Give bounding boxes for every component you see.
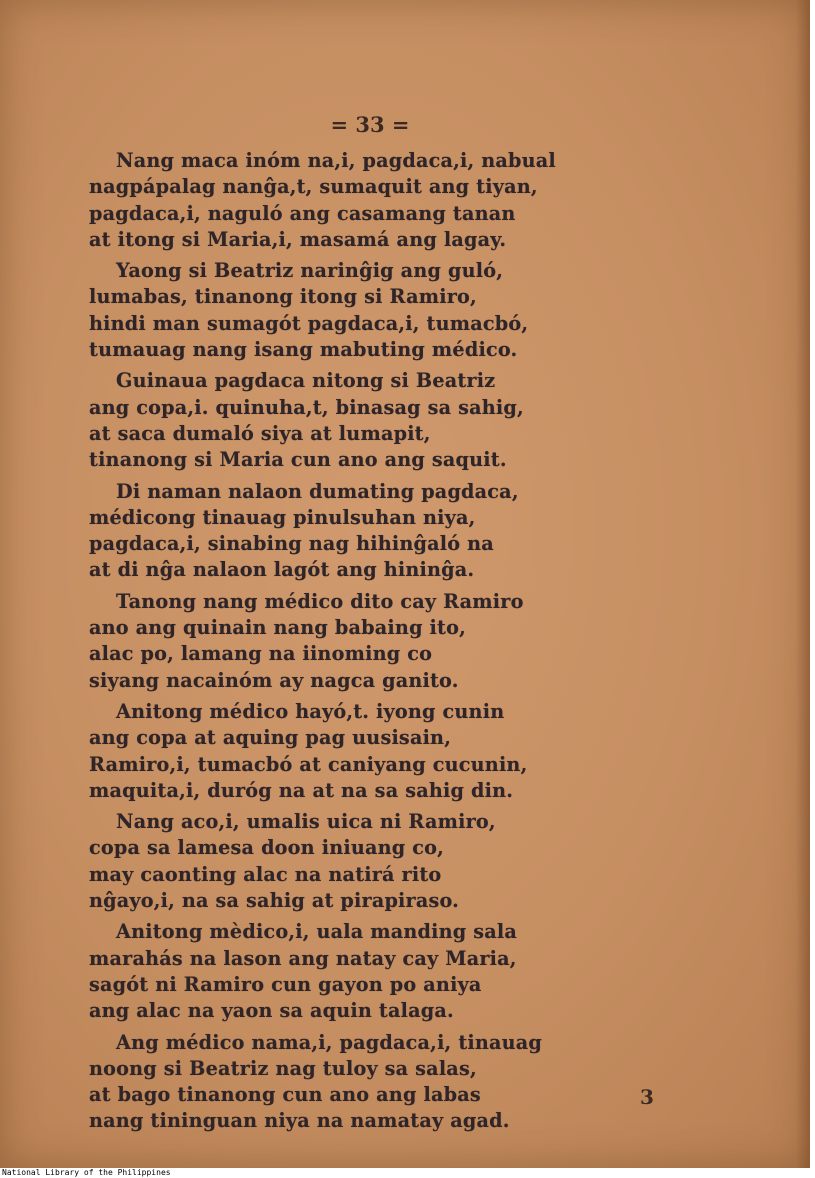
stanza <box>89 258 599 363</box>
verse-line: ang alac na yaon sa aquin talaga. <box>89 999 454 1023</box>
verse-line: sagót ni Ramiro cun gayon po aniya <box>89 972 482 996</box>
verse-line: alac po, lamang na iinoming co <box>89 642 433 666</box>
verse-line: at di nĝa nalaon lagót ang hininĝa. <box>89 558 475 582</box>
page-edge-shadow <box>796 0 810 1168</box>
stanza <box>89 919 599 1024</box>
verse-line: Ramiro,i, tumacbó at caniyang cucunin, <box>89 752 528 776</box>
verse-line: maquita,i, duróg na at na sa sahig din. <box>89 778 514 802</box>
verse-line: at saca dumaló siya at lumapit, <box>89 421 431 445</box>
verse-line: Anitong mèdico,i, uala manding sala <box>116 920 518 944</box>
page-number: = 33 = <box>330 112 410 137</box>
verse-line: Yaong si Beatriz narinĝig ang guló, <box>116 259 504 283</box>
verse-line: at bago tinanong cun ano ang labas <box>89 1083 481 1107</box>
verse-line: Nang aco,i, umalis uica ni Ramiro, <box>116 810 496 834</box>
stanza <box>89 368 599 473</box>
verse-line: noong si Beatriz nag tuloy sa salas, <box>89 1056 477 1080</box>
verse-line: marahás na lason ang natay cay Maria, <box>89 946 517 970</box>
verse-line: Tanong nang médico dito cay Ramiro <box>116 589 524 613</box>
verse-line: nagpápalag nanĝa,t, sumaquit ang tiyan, <box>89 175 538 199</box>
verse-line: tinanong si Maria cun ano ang saquit. <box>89 448 507 472</box>
verse-line: Ang médico nama,i, pagdaca,i, tinauag <box>116 1030 543 1054</box>
verse-line: pagdaca,i, naguló ang casamang tanan <box>89 201 516 225</box>
verse-line: may caonting alac na natirá rito <box>89 862 442 886</box>
verse-line: pagdaca,i, sinabing nag hihinĝaló na <box>89 532 494 556</box>
stanza <box>89 589 599 694</box>
verse-line: ano ang quinain nang babaing ito, <box>89 616 466 640</box>
verse-line: nang tininguan niya na namatay agad. <box>89 1109 510 1133</box>
verse-line: médicong tinauag pinulsuhan niya, <box>89 505 476 529</box>
verse-line: lumabas, tinanong itong si Ramiro, <box>89 285 477 309</box>
verse-line: ang copa at aquing pag uusisain, <box>89 726 452 750</box>
verse-line: Guinaua pagdaca nitong si Beatriz <box>116 369 496 393</box>
stanza <box>89 699 599 804</box>
stanza <box>89 809 599 914</box>
verse-line: Di naman nalaon dumating pagdaca, <box>116 479 519 503</box>
verse-line: ang copa,i. quinuha,t, binasag sa sahig, <box>89 395 524 419</box>
verse-line: hindi man sumagót pagdaca,i, tumacbó, <box>89 311 529 335</box>
stanza <box>89 479 599 584</box>
signature-mark: 3 <box>640 1085 654 1109</box>
verse-line: siyang nacainóm ay nagca ganito. <box>89 668 459 692</box>
verse-line: nĝayo,i, na sa sahig at pirapiraso. <box>89 889 460 913</box>
verse-line: tumauag nang isang mabuting médico. <box>89 338 518 362</box>
stanza <box>89 1030 599 1135</box>
verse-line: Anitong médico hayó,t. iyong cunin <box>116 699 505 723</box>
footer-credit: National Library of the Philippines <box>2 1168 171 1177</box>
verse-line: at itong si Maria,i, masamá ang lagay. <box>89 227 507 251</box>
verse-text-block <box>89 148 599 1140</box>
verse-line: Nang maca inóm na,i, pagdaca,i, nabual <box>116 149 556 172</box>
stanza <box>89 148 599 253</box>
verse-line: copa sa lamesa doon iniuang co, <box>89 836 445 860</box>
